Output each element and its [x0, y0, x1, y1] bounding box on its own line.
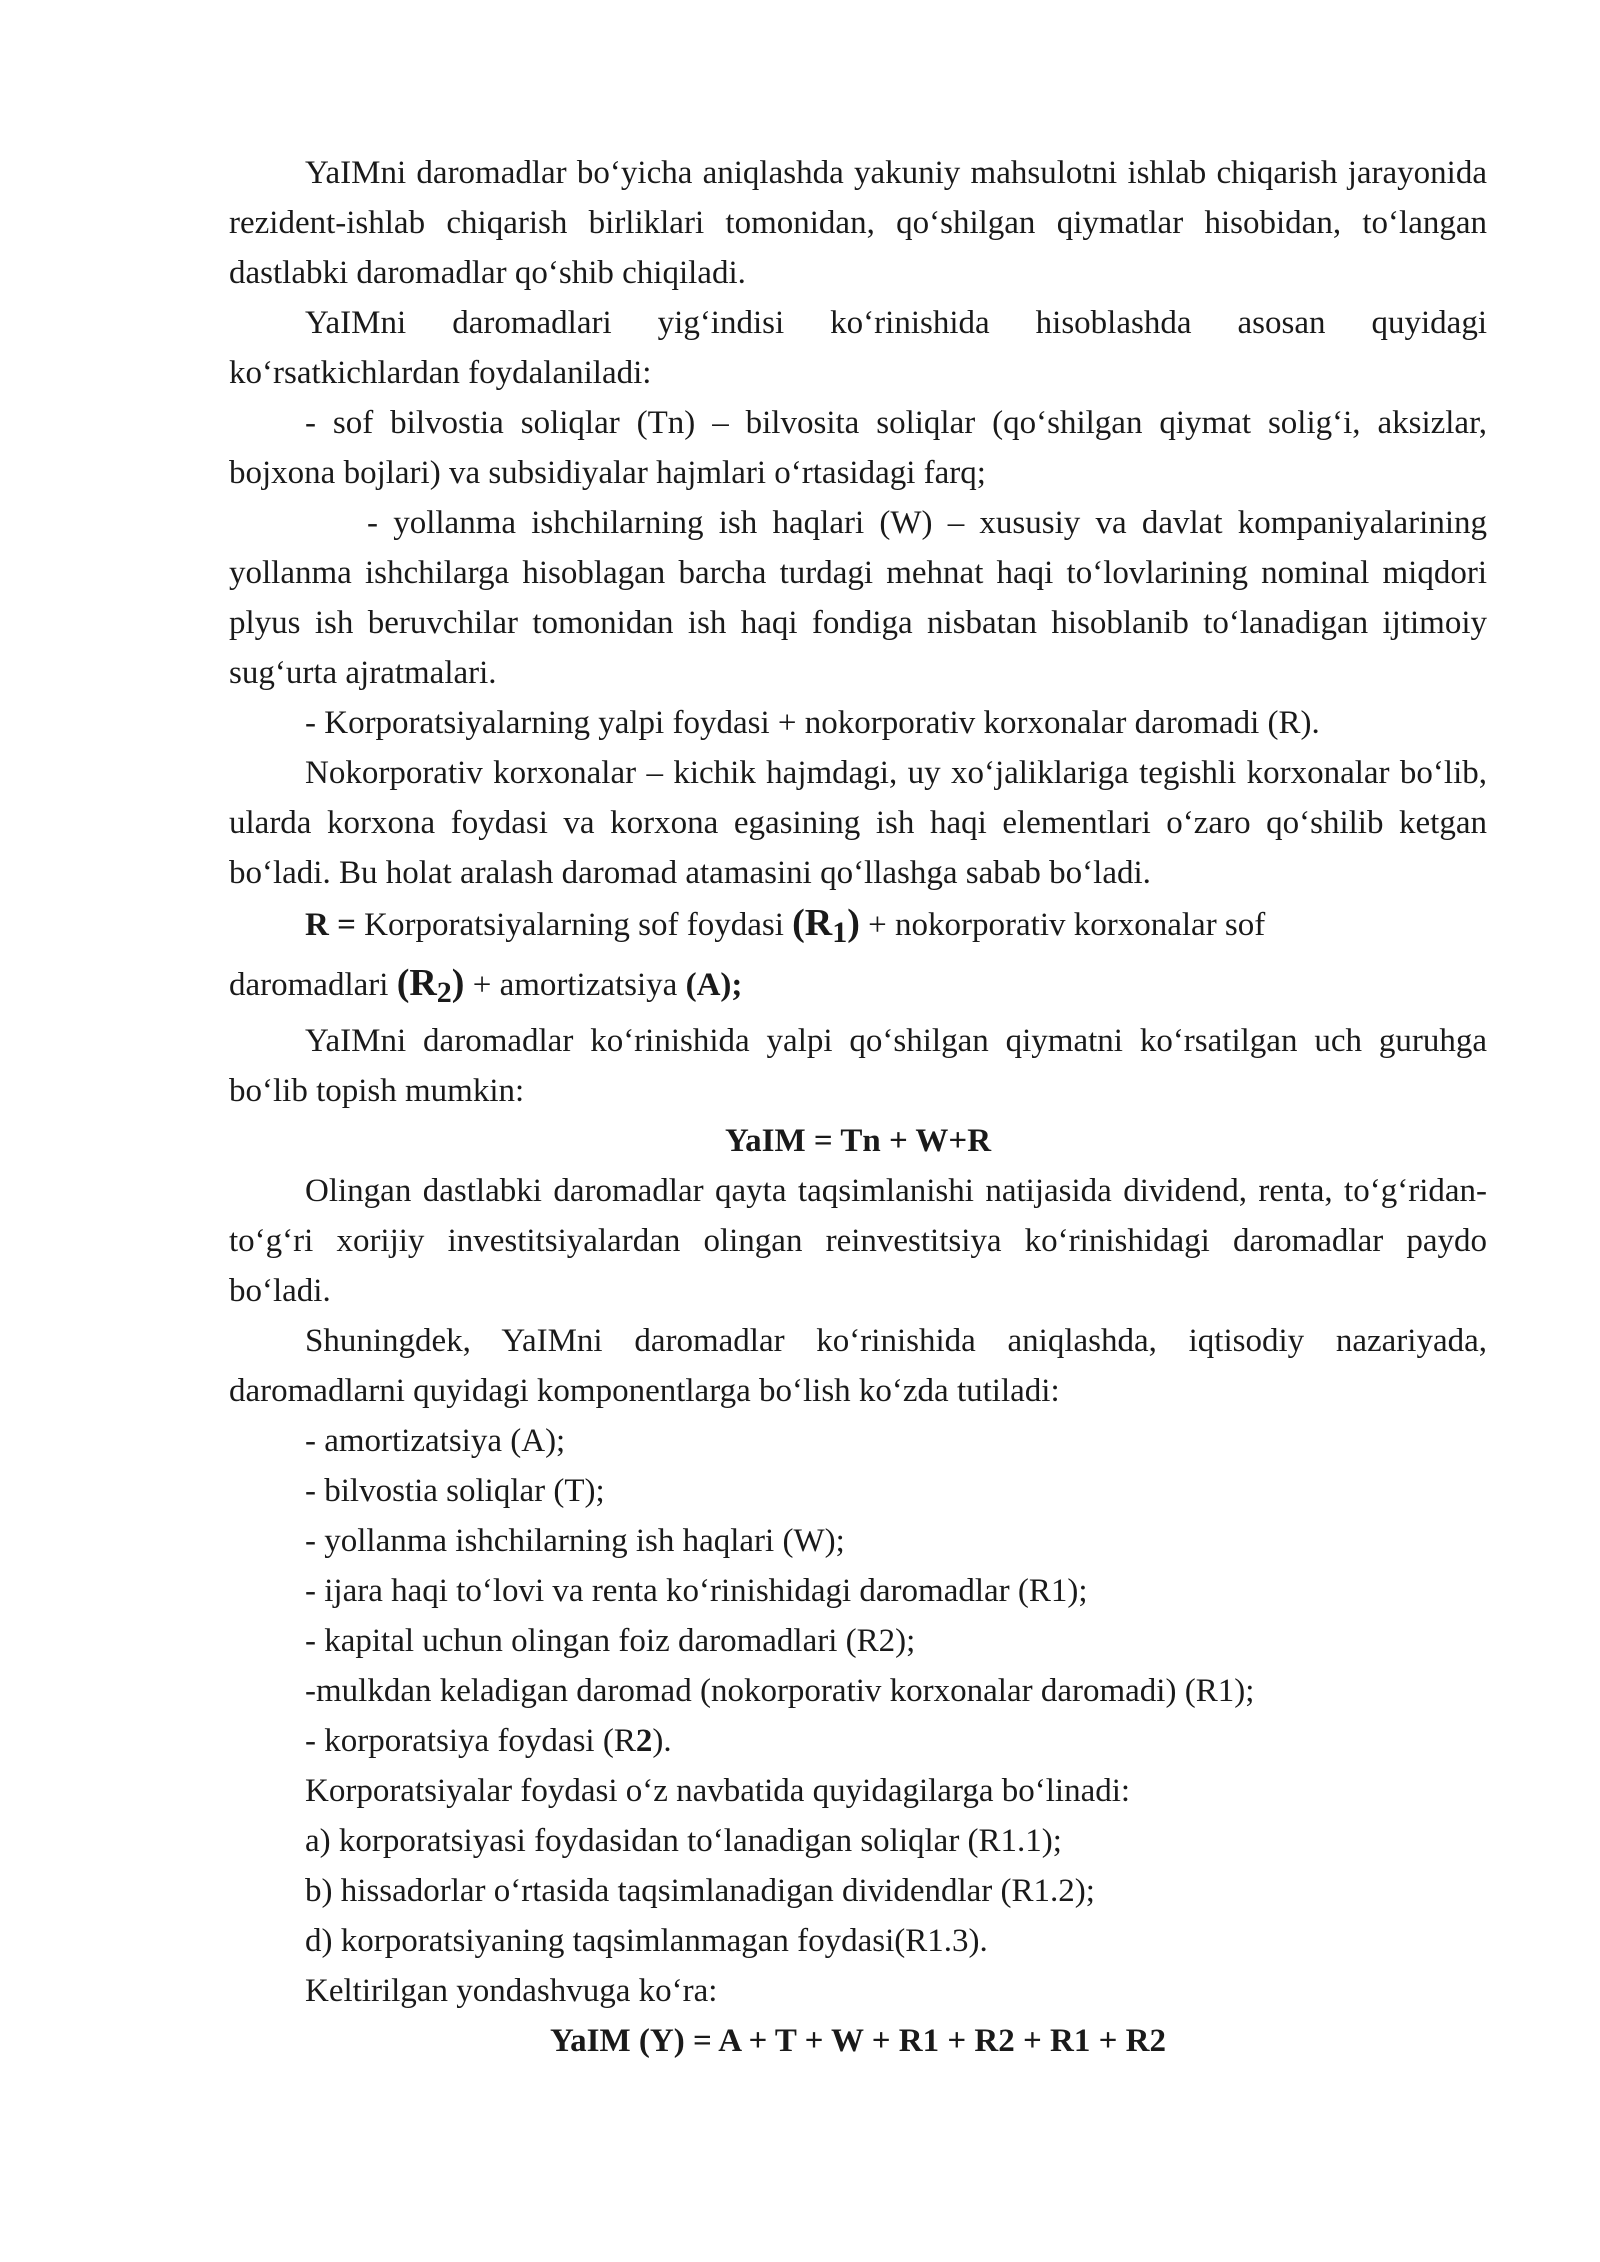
list-item: - bilvostia soliqlar (T); [305, 1473, 605, 1509]
formula-r-symbol: R [305, 907, 329, 943]
profit-parts-list [229, 1816, 1487, 1966]
paragraph-redistribution: Olingan dastlabki daromadlar qayta taqsimlanishi natijasida dividend, renta, to‘g‘ridan-to‘g‘ri xorijiy investitsiyalardan olingan reinvestitsiya ko‘rinishidagi daromadlar paydo bo‘ladi. [229, 1173, 1487, 1309]
list-item: a) korporatsiyasi foydasidan to‘lanadigan soliqlar (R1.1); [305, 1823, 1062, 1859]
paragraph-three-groups: YaIMni daromadlar ko‘rinishida yalpi qo‘shilgan qiymatni ko‘rsatilgan uch guruhga bo‘lib topish mumkin: [229, 1023, 1487, 1109]
paragraph-net-taxes: - sof bilvostia soliqlar (Tn) – bilvosita soliqlar (qo‘shilgan qiymat solig‘i, aksizlar, bojxona bojlari) va subsidiyalar hajmlari o‘rtasidagi farq; [229, 405, 1487, 491]
list-item: - kapital uchun olingan foiz daromadlari (R2); [305, 1623, 916, 1659]
list-item: d) korporatsiyaning taqsimlanmagan foydasi(R1.3). [305, 1923, 988, 1959]
formula-gdp-income: YaIM = Tn + W+R [724, 1123, 992, 1159]
paragraph-noncorporate: Nokorporativ korxonalar – kichik hajmdagi, uy xo‘jaliklariga tegishli korxonalar bo‘lib, ularda korxona foydasi va korxona egasining ish haqi elementlari o‘zaro qo‘shilib ketgan bo‘ladi. Bu holat aralash daromad atamasini qo‘llashga sabab bo‘ladi. [229, 755, 1487, 891]
list-item: - amortizatsiya (A); [305, 1423, 566, 1459]
paragraph-income-sum: YaIMni daromadlari yig‘indisi ko‘rinishida hisoblashda asosan quyidagi ko‘rsatkichlardan foydalaniladi: [229, 305, 1487, 391]
list-item: -mulkdan keladigan daromad (nokorporativ korxonalar daromadi) (R1); [305, 1673, 1255, 1709]
list-item: b) hissadorlar o‘rtasida taqsimlanadigan dividendlar (R1.2); [305, 1873, 1095, 1909]
paragraph-corporate-profit: - Korporatsiyalarning yalpi foydasi + nokorporativ korxonalar daromadi (R). [305, 705, 1320, 741]
components-list [229, 1416, 1487, 1766]
paragraph-approach: Keltirilgan yondashvuga ko‘ra: [305, 1973, 718, 2009]
paragraph-intro: YaIMni daromadlar bo‘yicha aniqlashda yakuniy mahsulotni ishlab chiqarish jarayonida rezident-ishlab chiqarish birliklari tomonidan, qo‘shilgan qiymatlar hisobidan, to‘langan dastlabki daromadlar qo‘shib chiqiladi. [229, 155, 1487, 291]
paragraph-wages: - yollanma ishchilarning ish haqlari (W) – xususiy va davlat kompaniyalarining yollanma ishchilarga hisoblagan barcha turdagi mehnat haqi to‘lovlarining nominal miqdori plyus ish beruvchilar tomonidan ish haqi fondiga nisbatan hisoblanib to‘lanadigan ijtimoiy sug‘urta ajratmalari. [229, 505, 1487, 691]
formula-gdp-total: YaIM (Y) = A + T + W + R1 + R2 + R1 + R2 [550, 2023, 1166, 2059]
list-item: - ijara haqi to‘lovi va renta ko‘rinishidagi daromadlar (R1); [305, 1573, 1088, 1609]
list-item: - korporatsiya foydasi (R2). [305, 1723, 672, 1759]
paragraph-components-intro: Shuningdek, YaIMni daromadlar ko‘rinishida aniqlashda, iqtisodiy nazariyada, daromadlarni quyidagi komponentlarga bo‘lish ko‘zda tutiladi: [229, 1323, 1487, 1409]
list-item: - yollanma ishchilarning ish haqlari (W); [305, 1523, 845, 1559]
paragraph-profit-split: Korporatsiyalar foydasi o‘z navbatida quyidagilarga bo‘linadi: [305, 1773, 1131, 1809]
formula-r-definition: R = Korporatsiyalarning sof foydasi $(R_1)$ + nokorporativ korxonalar sof daromadlari $(R_2)$ + amortizatsiya (A); [229, 902, 1266, 1009]
document-body [229, 148, 1487, 2066]
